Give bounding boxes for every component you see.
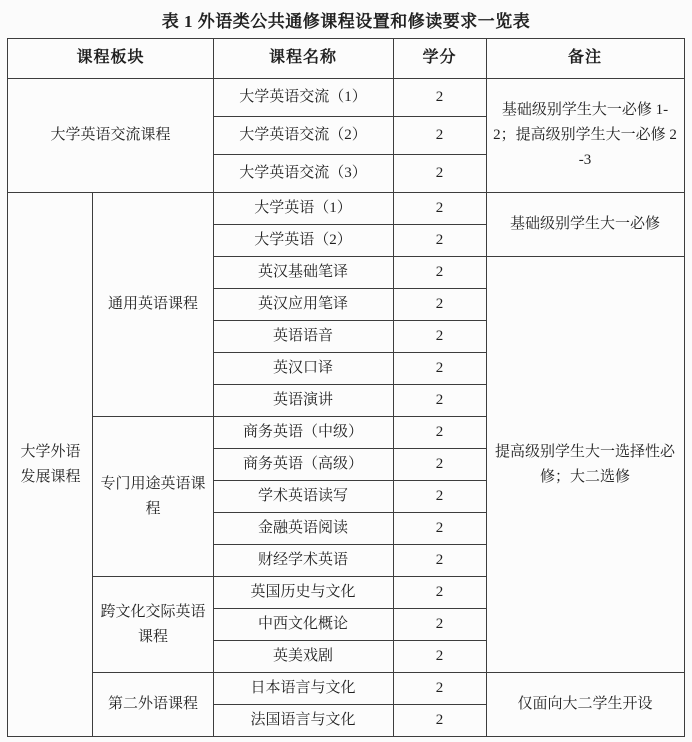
header-credits: 学分 [393, 39, 486, 79]
course-name-cell: 大学英语（2） [213, 225, 393, 257]
course-name-cell: 英语语音 [213, 321, 393, 353]
course-name-cell: 大学英语交流（2） [213, 117, 393, 155]
credits-cell: 2 [393, 449, 486, 481]
credits-cell: 2 [393, 673, 486, 705]
credits-cell: 2 [393, 385, 486, 417]
table-row [8, 673, 684, 705]
note-cell: 基础级别学生大一必修 [486, 193, 684, 257]
course-name-cell: 大学英语交流（3） [213, 155, 393, 193]
credits-cell: 2 [393, 155, 486, 193]
credits-cell: 2 [393, 225, 486, 257]
credits-cell: 2 [393, 513, 486, 545]
table-title: 表 1 外语类公共通修课程设置和修读要求一览表 [161, 12, 531, 31]
subsection-cell: 通用英语课程 [93, 193, 213, 417]
course-name-cell: 大学英语（1） [213, 193, 393, 225]
note-cell: 仅面向大二学生开设 [486, 673, 684, 737]
course-name-cell: 日本语言与文化 [213, 673, 393, 705]
course-name-cell: 英汉口译 [213, 353, 393, 385]
module-cell: 大学外语发展课程 [8, 193, 93, 737]
credits-cell: 2 [393, 321, 486, 353]
note-cell: 基础级别学生大一必修 1-2；提高级别学生大一必修 2-3 [486, 79, 684, 193]
credits-cell: 2 [393, 641, 486, 673]
course-name-cell: 学术英语读写 [213, 481, 393, 513]
course-name-cell: 中西文化概论 [213, 609, 393, 641]
table-row [8, 79, 684, 117]
table-row [8, 193, 684, 225]
course-name-cell: 英汉基础笔译 [213, 257, 393, 289]
course-name-cell: 大学英语交流（1） [213, 79, 393, 117]
course-name-cell: 商务英语（高级） [213, 449, 393, 481]
course-name-cell: 财经学术英语 [213, 545, 393, 577]
course-requirements-table [7, 38, 684, 737]
header-note: 备注 [486, 39, 684, 79]
module-cell: 大学英语交流课程 [8, 79, 213, 193]
credits-cell: 2 [393, 577, 486, 609]
subsection-cell: 专门用途英语课程 [93, 417, 213, 577]
course-name-cell: 商务英语（中级） [213, 417, 393, 449]
header-row [8, 39, 684, 79]
course-name-cell: 英汉应用笔译 [213, 289, 393, 321]
credits-cell: 2 [393, 417, 486, 449]
course-name-cell: 英美戏剧 [213, 641, 393, 673]
credits-cell: 2 [393, 117, 486, 155]
credits-cell: 2 [393, 353, 486, 385]
subsection-cell: 第二外语课程 [93, 673, 213, 737]
course-name-cell: 金融英语阅读 [213, 513, 393, 545]
header-module: 课程板块 [8, 39, 213, 79]
course-name-cell: 法国语言与文化 [213, 705, 393, 737]
credits-cell: 2 [393, 481, 486, 513]
credits-cell: 2 [393, 79, 486, 117]
subsection-cell: 跨文化交际英语课程 [93, 577, 213, 673]
credits-cell: 2 [393, 609, 486, 641]
credits-cell: 2 [393, 289, 486, 321]
credits-cell: 2 [393, 545, 486, 577]
credits-cell: 2 [393, 705, 486, 737]
course-name-cell: 英国历史与文化 [213, 577, 393, 609]
credits-cell: 2 [393, 193, 486, 225]
course-name-cell: 英语演讲 [213, 385, 393, 417]
header-course: 课程名称 [213, 39, 393, 79]
credits-cell: 2 [393, 257, 486, 289]
note-cell: 提高级别学生大一选择性必修；大二选修 [486, 257, 684, 673]
